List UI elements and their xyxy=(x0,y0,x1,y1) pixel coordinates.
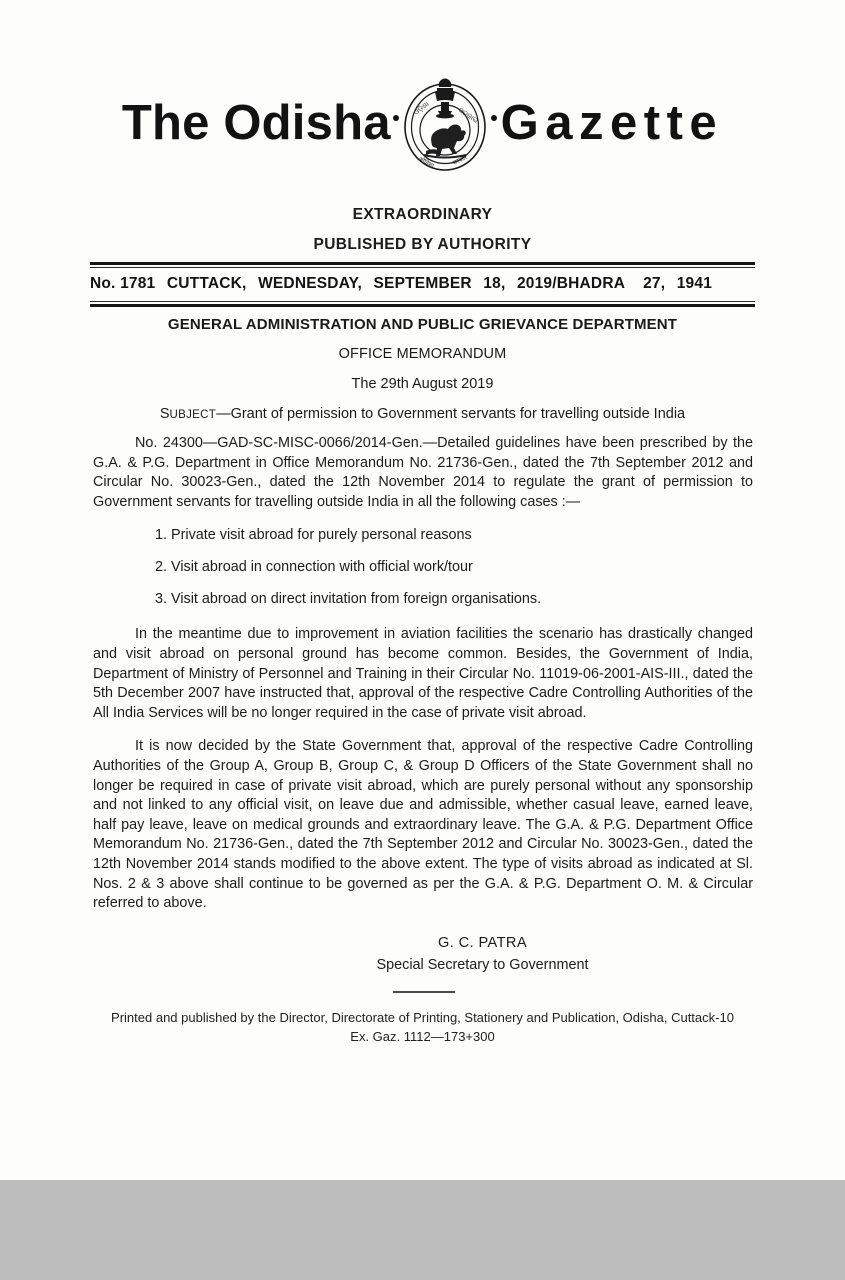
numbered-list xyxy=(93,526,753,609)
issue-place: CUTTACK, xyxy=(166,275,247,292)
extraordinary-label: EXTRAORDINARY xyxy=(352,206,493,223)
footer-divider xyxy=(393,991,455,993)
svg-text:सरकार: सरकार xyxy=(451,153,469,167)
paragraph-1 xyxy=(93,434,753,512)
paragraph-2 xyxy=(93,625,753,723)
paragraph-3 xyxy=(93,737,753,913)
department-heading: GENERAL ADMINISTRATION AND PUBLIC GRIEVANCE DEPARTMENT xyxy=(167,316,678,333)
footer xyxy=(0,1010,845,1044)
footer-print-line: Printed and published by the Director, Directorate of Printing, Stationery and Publication, Odisha, Cuttack-10 xyxy=(111,1010,734,1025)
subject-label-first: S xyxy=(159,406,170,422)
issue-weekday: WEDNESDAY, xyxy=(258,275,362,292)
masthead-dot-left xyxy=(393,115,399,121)
paragraph-2-text: In the meantime due to improvement in aviation facilities the scenario has drastically changed and visit abroad on personal ground has become common. Besides, the Government of India, Department of Ministry of Personnel and Training in their Circular No. 11019-06-2001-AIS-III., dated the 5th December 2007 have instructed that, approval of the respective Cadre Controlling Authorities of the All India Services will be no longer required in the case of private visit abroad. xyxy=(93,626,753,721)
odisha-state-emblem-icon xyxy=(402,75,488,171)
issue-number: No. 1781 xyxy=(90,275,156,292)
document-date: The 29th August 2019 xyxy=(351,376,494,392)
masthead-title-right: Gazette xyxy=(500,95,724,150)
list-item: 1. Private visit abroad for purely personal reasons xyxy=(155,527,472,544)
issue-day: 18, xyxy=(483,275,506,292)
issue-month: SEPTEMBER xyxy=(373,275,472,292)
paragraph-1-text: No. 24300—GAD-SC-MISC-0066/2014-Gen.—Detailed guidelines have been prescribed by the G.A. & P.G. Department in Office Memorandum No. 21736-Gen., dated the 7th September 2012 and Circular No. 30023-Gen., dated the 12th November 2014 to regulate the grant of permission to Government servants for travelling outside India in all the following cases :— xyxy=(93,435,753,510)
subject-line xyxy=(0,406,845,422)
banner-rule-bottom-thick xyxy=(90,304,755,307)
issue-banner-text xyxy=(90,268,755,301)
bottom-gray-band xyxy=(0,1180,845,1280)
issue-banner xyxy=(90,262,755,307)
published-by-authority-label: PUBLISHED BY AUTHORITY xyxy=(313,236,532,253)
signatory-name: G. C. PATRA xyxy=(438,935,527,951)
svg-text:ओड़िशा: ओड़िशा xyxy=(416,155,435,170)
issue-year-era: 2019/BHADRA xyxy=(516,275,625,292)
issue-era-year: 1941 xyxy=(676,275,713,292)
office-memorandum-label: OFFICE MEMORANDUM xyxy=(338,346,507,362)
masthead-title-left: The Odisha xyxy=(121,95,391,150)
banner-rule-bottom-thin xyxy=(90,301,755,302)
subject-text: —Grant of permission to Government servants for travelling outside India xyxy=(216,406,686,422)
list-item: 3. Visit abroad on direct invitation from foreign organisations. xyxy=(155,591,542,608)
footer-gazette-code: Ex. Gaz. 1112—173+300 xyxy=(350,1029,495,1044)
banner-rule-top-thick xyxy=(90,262,755,265)
svg-text:ଓଡ଼ିଶା: ଓଡ଼ିଶା xyxy=(411,99,431,117)
signatory-designation: Special Secretary to Government xyxy=(376,957,589,973)
masthead-dot-right xyxy=(491,115,497,121)
masthead xyxy=(0,78,845,168)
list-item: 2. Visit abroad in connection with official work/tour xyxy=(155,559,473,576)
signature-block xyxy=(0,935,845,974)
subject-label-rest: UBJECT xyxy=(169,409,217,421)
paragraph-3-text: It is now decided by the State Government that, approval of the respective Cadre Controlling Authorities of the Group A, Group B, Group C, & Group D Officers of the State Government shall no longer be required in case of private visit abroad, which are purely personal without any sponsorship and not linked to any official visit, on leave due and admissible, whether casual leave, earned leave, half pay leave, leave on medical grounds and extraordinary leave. The G.A. & P.G. Department Office Memorandum No. 21736-Gen., dated the 7th September 2012 and Circular No. 30023-Gen., dated the 12th November 2014 stands modified to the above extent. The type of visits abroad as indicated at Sl. Nos. 2 & 3 above shall continue to be governed as per the G.A. & P.G. Department O. M. & Circular referred to above. xyxy=(93,738,753,912)
document-body xyxy=(93,434,753,928)
svg-text:ସରକାର: ସରକାର xyxy=(456,106,480,125)
issue-era-day: 27, xyxy=(643,275,666,292)
